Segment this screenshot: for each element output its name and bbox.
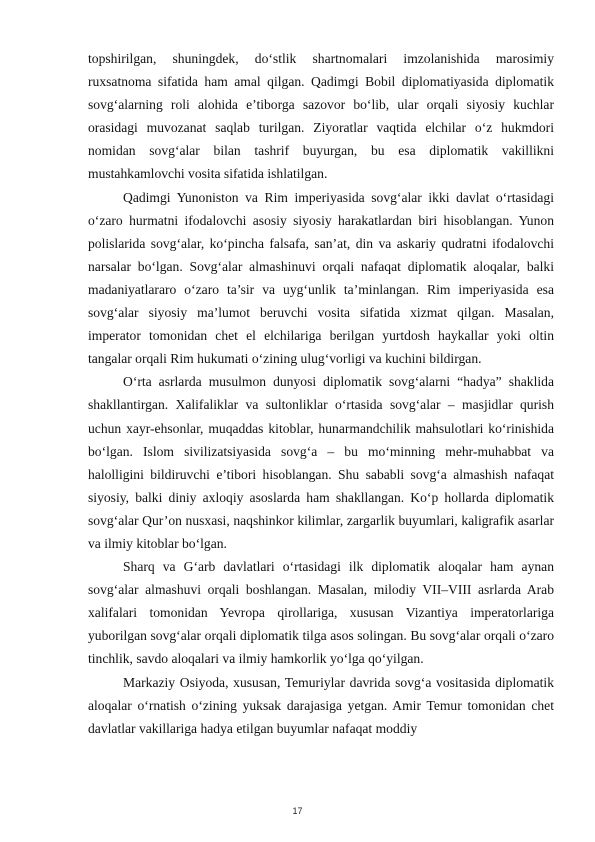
paragraph-3: O‘rta asrlarda musulmon dunyosi diplomatik sovg‘alarni “hadya” shaklida shakllantirgan. Xalifaliklar va sultonliklar o‘rtasida sovg‘alar – masjidlar qurish uchun xayr-ehsonlar, muqaddas kitoblar, hunarmandchilik mahsulotlari ko‘rinishida bo‘lgan. Islom sivilizatsiyasida sovg‘a – bu mo‘minning mehr-muhabbat va halolligini bildiruvchi e’tibori hisoblangan. Shu sababli sovg‘a almashish nafaqat siyosiy, balki diniy axloqiy asoslarda ham shakllangan. Ko‘p hollarda diplomatik sovg‘alar Qur’on nusxasi, naqshinkor kilimlar, zargarlik buyumlari, kaligrafik asarlar va ilmiy kitoblar bo‘lgan. <box>88 374 554 551</box>
paragraph-1: topshirilgan, shuningdek, do‘stlik shartnomalari imzolanishida marosimiy ruxsatnoma sifatida ham amal qilgan. Qadimgi Bobil diplomatiyasida diplomatik sovg‘alarning roli alohida e’tiborga sazovor bo‘lib, ular orqali siyosiy kuchlar orasidagi muvozanat saqlab turilgan. Ziyoratlar vaqtida elchilar o‘z hukmdori nomidan sovg‘alar bilan tashrif buyurgan, bu esa diplomatik vakillikni mustahkamlovchi vosita sifatida ishlatilgan. <box>88 51 554 182</box>
body-text <box>88 47 554 740</box>
page-number: 17 <box>292 806 303 816</box>
paragraph-5: Markaziy Osiyoda, xususan, Temuriylar davrida sovg‘a vositasida diplomatik aloqalar o‘rnatish o‘zining yuksak darajasiga yetgan. Amir Temur tomonidan chet davlatlar vakillariga hadya etilgan buyumlar nafaqat moddiy <box>88 674 554 736</box>
paragraph-4: Sharq va G‘arb davlatlari o‘rtasidagi ilk diplomatik aloqalar ham aynan sovg‘alar almashuvi orqali boshlangan. Masalan, milodiy VII–VIII asrlarda Arab xalifalari tomonidan Yevropa qirollariga, xususan Vizantiya imperatorlariga yuborilgan sovg‘alar orqali diplomatik tilga asos solingan. Bu sovg‘alar orqali o‘zaro tinchlik, savdo aloqalari va ilmiy hamkorlik yo‘lga qo‘yilgan. <box>88 559 554 667</box>
paragraph-2: Qadimgi Yunoniston va Rim imperiyasida sovg‘alar ikki davlat o‘rtasidagi o‘zaro hurmatni ifodalovchi asosiy siyosiy harakatlardan biri hisoblangan. Yunon polislarida sovg‘alar, ko‘pincha falsafa, san’at, din va askariy qudratni ifodalovchi narsalar bo‘lgan. Sovg‘alar almashinuvi orqali nafaqat diplomatik aloqalar, balki madaniyatlararo o‘zaro ta’sir va uyg‘unlik ta’minlangan. Rim imperiyasida esa sovg‘alar siyosiy ma’lumot beruvchi vosita sifatida xizmat qilgan. Masalan, imperator tomonidan chet el elchilariga berilgan yurtdosh haykallar yoki oltin tangalar orqali Rim hukumati o‘zining ulug‘vorligi va kuchini bildirgan. <box>88 189 554 367</box>
